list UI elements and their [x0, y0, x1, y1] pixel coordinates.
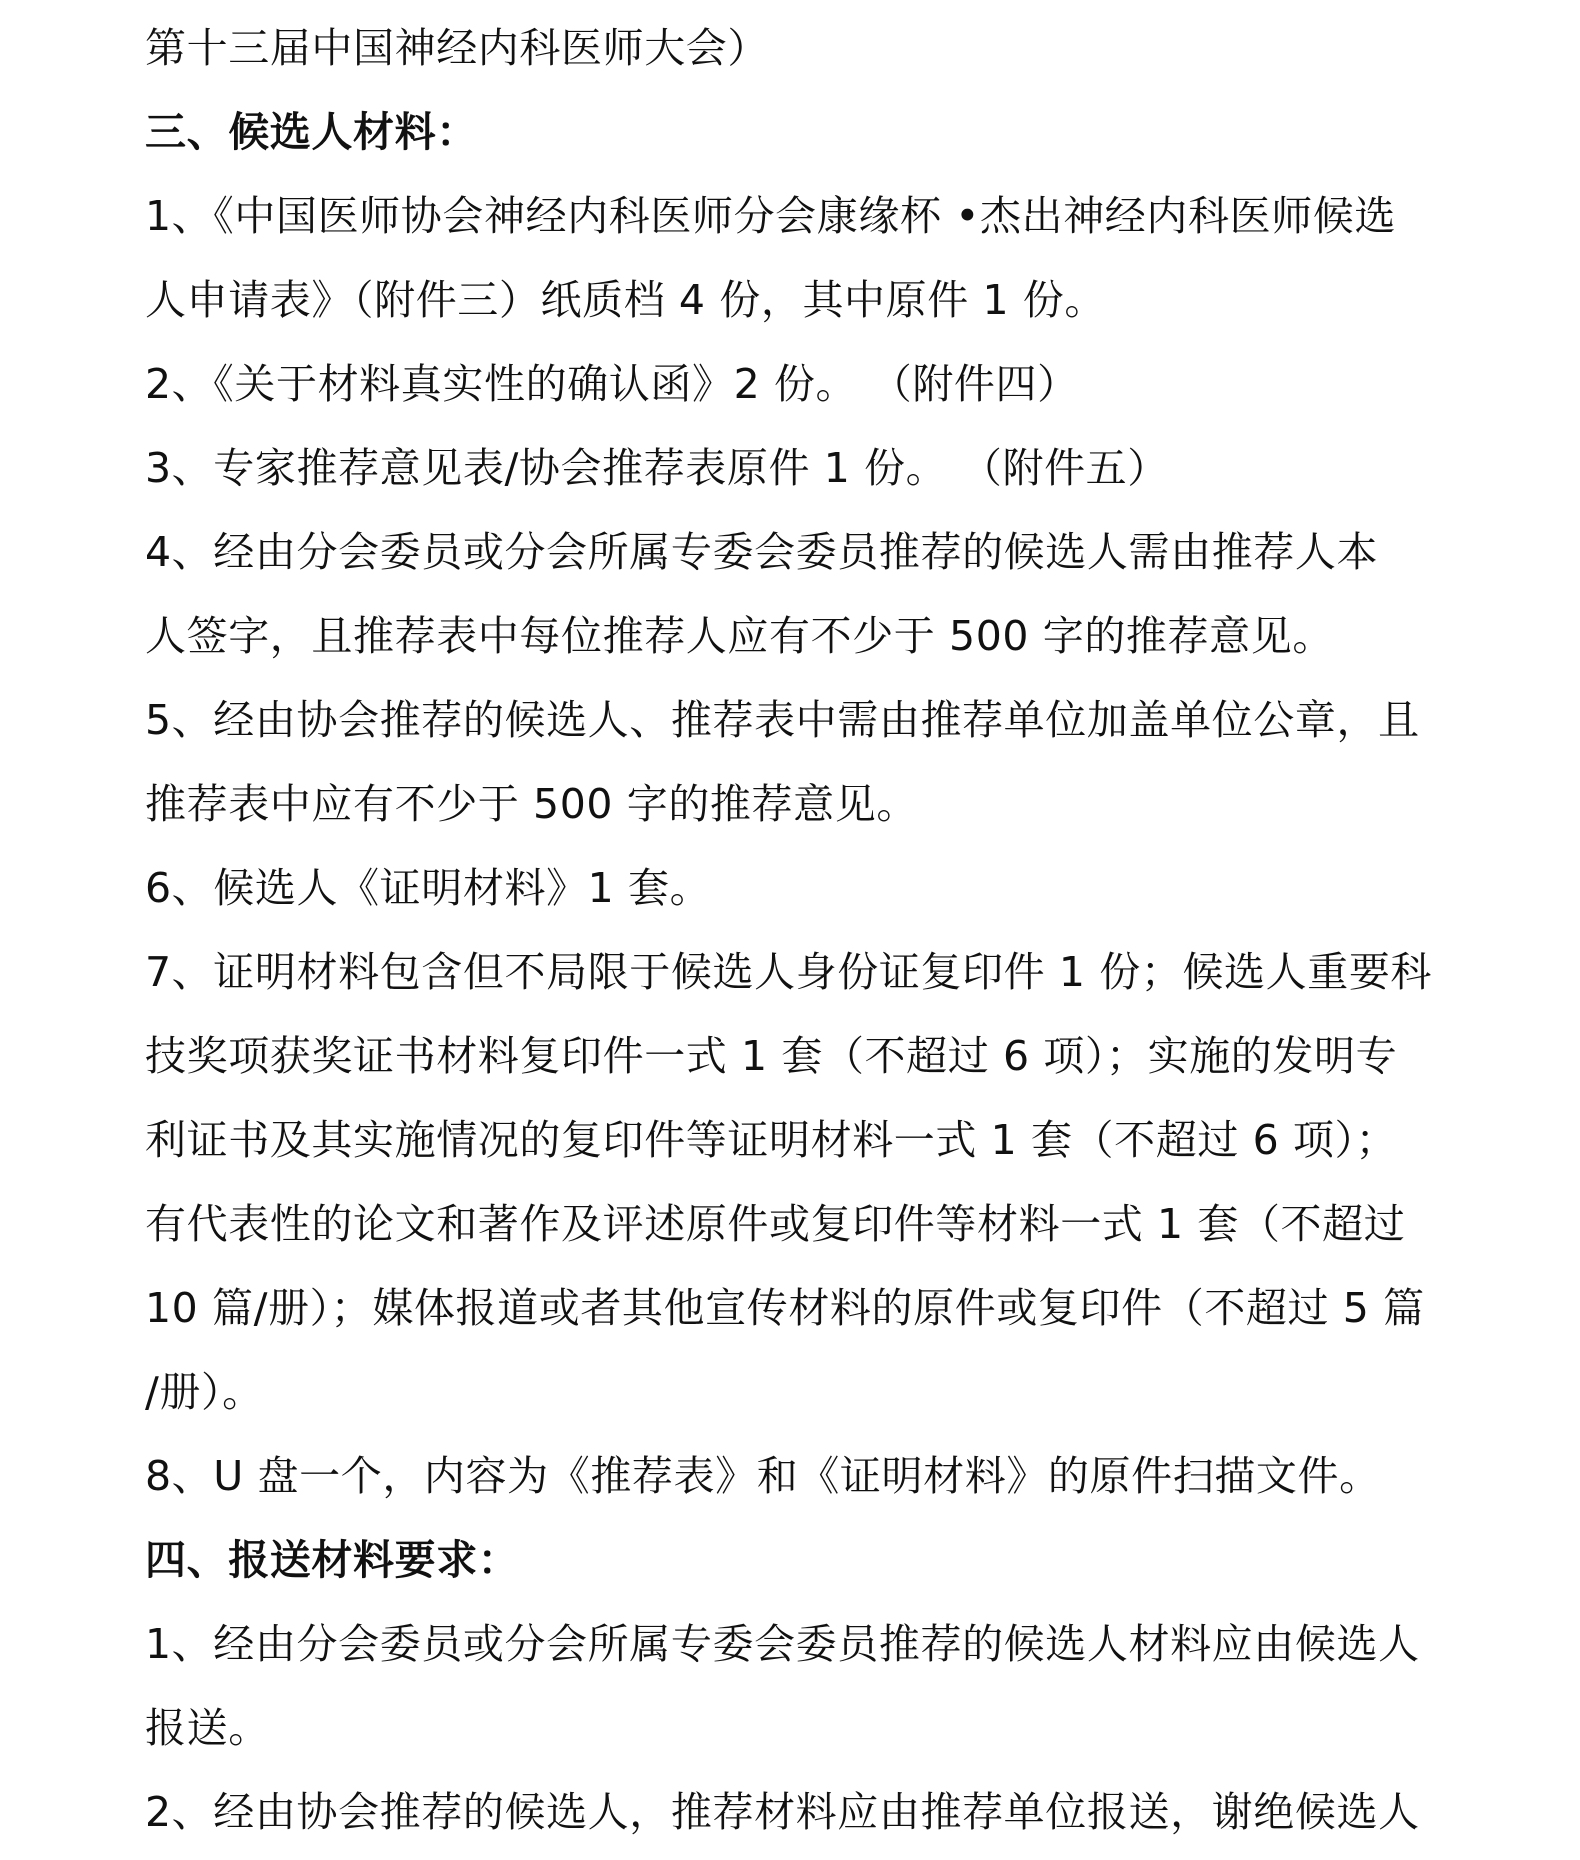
- list-item-7-line-6: /册）。: [145, 1368, 264, 1416]
- list-item-7-line-3: 利证书及其实施情况的复印件等证明材料一式 1 套（不超过 6 项）；: [145, 1116, 1398, 1164]
- list-item-2: 2、《关于材料真实性的确认函》2 份。 （附件四）: [145, 360, 1079, 408]
- list-item-7-line-1: 7、证明材料包含但不局限于候选人身份证复印件 1 份；候选人重要科: [145, 948, 1433, 996]
- list-item-4-line-2: 人签字，且推荐表中每位推荐人应有不少于 500 字的推荐意见。: [145, 612, 1334, 660]
- list-item-7-line-5: 10 篇/册）；媒体报道或者其他宣传材料的原件或复印件（不超过 5 篇: [145, 1284, 1425, 1332]
- list-item-1-line-2: 人申请表》（附件三）纸质档 4 份，其中原件 1 份。: [145, 276, 1106, 324]
- section-heading-candidate-materials: 三、候选人材料：: [145, 108, 478, 156]
- list-item-8: 8、U 盘一个，内容为《推荐表》和《证明材料》的原件扫描文件。: [145, 1452, 1381, 1500]
- list-item-7-line-4: 有代表性的论文和著作及评述原件或复印件等材料一式 1 套（不超过: [145, 1200, 1406, 1248]
- requirement-item-1-line-2: 报送。: [145, 1704, 270, 1752]
- list-item-6: 6、候选人《证明材料》1 套。: [145, 864, 712, 912]
- list-item-3: 3、专家推荐意见表/协会推荐表原件 1 份。 （附件五）: [145, 444, 1169, 492]
- list-item-7-line-2: 技奖项获奖证书材料复印件一式 1 套（不超过 6 项）；实施的发明专: [145, 1032, 1398, 1080]
- requirement-item-1-line-1: 1、经由分会委员或分会所属专委会委员推荐的候选人材料应由候选人: [145, 1620, 1420, 1668]
- list-item-5-line-1: 5、经由协会推荐的候选人、推荐表中需由推荐单位加盖单位公章，且: [145, 696, 1420, 744]
- section-heading-submission-requirements: 四、报送材料要求：: [145, 1536, 520, 1584]
- text-line-continuation: 第十三届中国神经内科医师大会）: [145, 24, 769, 72]
- list-item-5-line-2: 推荐表中应有不少于 500 字的推荐意见。: [145, 780, 918, 828]
- requirement-item-2-line-1: 2、经由协会推荐的候选人，推荐材料应由推荐单位报送，谢绝候选人: [145, 1788, 1420, 1836]
- list-item-1-line-1: 1、《中国医师协会神经内科医师分会康缘杯 •杰出神经内科医师候选: [145, 192, 1396, 240]
- list-item-4-line-1: 4、经由分会委员或分会所属专委会委员推荐的候选人需由推荐人本: [145, 528, 1379, 576]
